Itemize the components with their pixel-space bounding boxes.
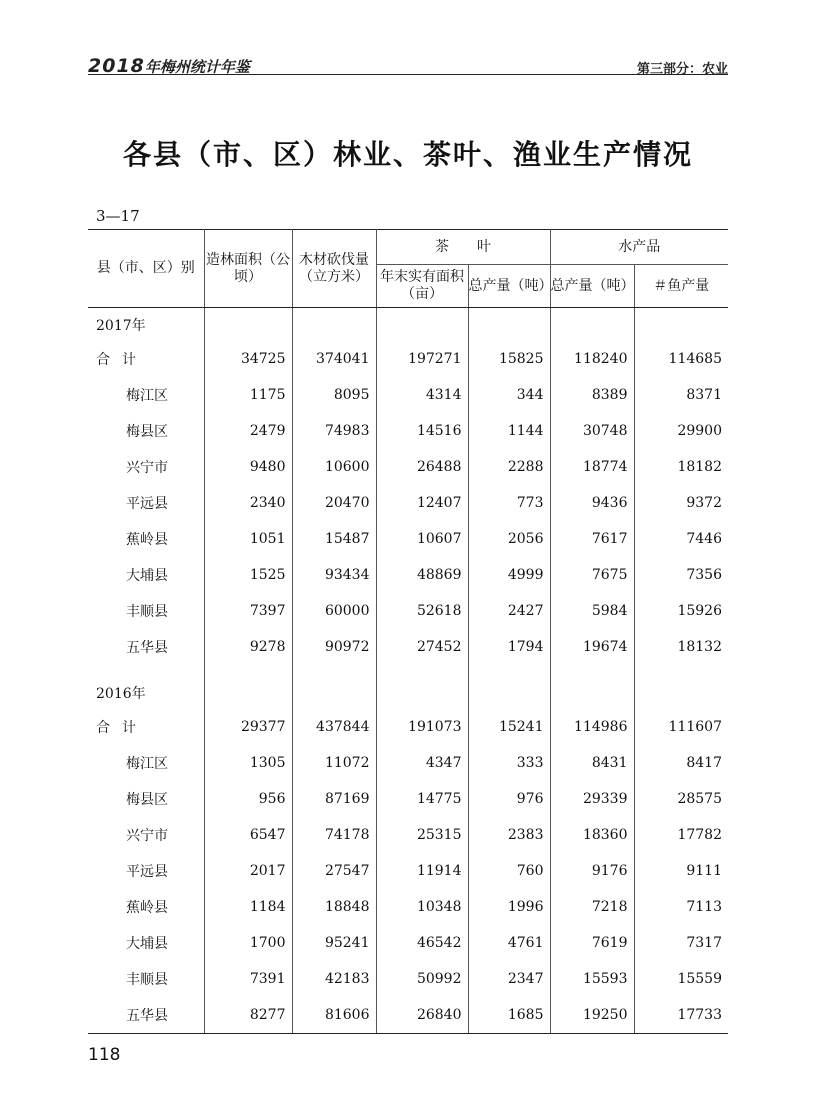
- value-cell: 191073: [376, 709, 468, 745]
- col-header-tea-group: 茶 叶: [376, 230, 550, 265]
- running-header-year: 2018: [88, 55, 145, 77]
- value-cell: 7391: [204, 961, 292, 997]
- value-cell: 34725: [204, 341, 292, 377]
- value-cell: 14775: [376, 781, 468, 817]
- col-header-tea-area: 年末实有面积（亩）: [376, 265, 468, 308]
- value-cell: 1996: [468, 889, 550, 925]
- year-label: 2017年: [88, 308, 204, 342]
- value-cell: 114685: [668, 351, 722, 367]
- table-row: [88, 781, 728, 817]
- total-label: 合计: [88, 341, 204, 377]
- value-cell: 9372: [686, 495, 722, 511]
- value-cell: 1305: [204, 745, 292, 781]
- value-cell: 2383: [468, 817, 550, 853]
- value-cell: 18182: [677, 459, 722, 475]
- value-cell: 1794: [468, 629, 550, 665]
- table-row: [88, 557, 728, 593]
- value-cell: 10600: [292, 449, 376, 485]
- value-cell: 11914: [376, 853, 468, 889]
- value-cell: 18774: [550, 449, 634, 485]
- empty-cell: [376, 676, 468, 709]
- total-label: 合计: [88, 709, 204, 745]
- value-cell: 9480: [204, 449, 292, 485]
- table-row: [88, 485, 728, 521]
- value-cell: 20470: [292, 485, 376, 521]
- table-row: [88, 449, 728, 485]
- table-row: [88, 817, 728, 853]
- empty-cell: [634, 308, 728, 342]
- value-cell: 95241: [292, 925, 376, 961]
- col-header-afforest: 造林面积（公顷）: [204, 230, 292, 308]
- table-number: 3—17: [96, 207, 140, 225]
- value-cell: 29339: [550, 781, 634, 817]
- value-cell: 18132: [677, 639, 722, 655]
- region-name: 兴宁市: [88, 817, 204, 853]
- value-cell: 5984: [550, 593, 634, 629]
- value-cell: 46542: [376, 925, 468, 961]
- value-cell: 19250: [550, 997, 634, 1034]
- value-cell: 4999: [468, 557, 550, 593]
- value-cell: 10348: [376, 889, 468, 925]
- page-number: 118: [88, 1045, 121, 1065]
- value-cell: 27452: [376, 629, 468, 665]
- value-cell: 2340: [204, 485, 292, 521]
- value-cell: 4314: [376, 377, 468, 413]
- value-cell: 29900: [677, 423, 722, 439]
- group-spacer-row: [88, 665, 728, 676]
- value-cell: 10607: [376, 521, 468, 557]
- value-cell: 52618: [376, 593, 468, 629]
- value-cell: 1700: [204, 925, 292, 961]
- value-cell: 15825: [468, 341, 550, 377]
- region-name: 梅县区: [88, 781, 204, 817]
- value-cell: 333: [468, 745, 550, 781]
- empty-cell: [204, 308, 292, 342]
- value-cell: 8417: [686, 755, 722, 771]
- value-cell: 1184: [204, 889, 292, 925]
- value-cell: 81606: [292, 997, 376, 1034]
- table-row: [88, 889, 728, 925]
- value-cell: 7617: [550, 521, 634, 557]
- value-cell: 8277: [204, 997, 292, 1034]
- value-cell: 2056: [468, 521, 550, 557]
- year-label: 2016年: [88, 676, 204, 709]
- value-cell: 7619: [550, 925, 634, 961]
- region-name: 平远县: [88, 853, 204, 889]
- empty-cell: [468, 676, 550, 709]
- spacer-cell: [550, 665, 634, 676]
- value-cell: 90972: [292, 629, 376, 665]
- value-cell: 29377: [204, 709, 292, 745]
- region-name: 丰顺县: [88, 961, 204, 997]
- table-row: [88, 853, 728, 889]
- running-header-book: 年梅州统计年鉴: [144, 58, 250, 76]
- value-cell: 14516: [376, 413, 468, 449]
- value-cell: 8389: [550, 377, 634, 413]
- value-cell: 15559: [677, 971, 722, 987]
- value-cell: 374041: [292, 341, 376, 377]
- value-cell: 7446: [686, 531, 722, 547]
- running-header-section: 第三部分：农业: [636, 62, 728, 77]
- year-group-row: [88, 308, 728, 342]
- value-cell: 18360: [550, 817, 634, 853]
- value-cell: 12407: [376, 485, 468, 521]
- value-cell: 197271: [376, 341, 468, 377]
- empty-cell: [634, 676, 728, 709]
- region-name: 梅县区: [88, 413, 204, 449]
- value-cell: 9111: [686, 863, 722, 879]
- value-cell: 26488: [376, 449, 468, 485]
- region-name: 梅江区: [88, 377, 204, 413]
- value-cell: 87169: [292, 781, 376, 817]
- region-name: 大埔县: [88, 925, 204, 961]
- spacer-cell: [634, 665, 728, 676]
- value-cell: 8371: [686, 387, 722, 403]
- value-cell: 2427: [468, 593, 550, 629]
- value-cell: 26840: [376, 997, 468, 1034]
- value-cell: 27547: [292, 853, 376, 889]
- value-cell: 2347: [468, 961, 550, 997]
- value-cell: 19674: [550, 629, 634, 665]
- value-cell: 7113: [686, 899, 722, 915]
- value-cell: 2017: [204, 853, 292, 889]
- value-cell: 2479: [204, 413, 292, 449]
- value-cell: 48869: [376, 557, 468, 593]
- value-cell: 17782: [677, 827, 722, 843]
- value-cell: 7218: [550, 889, 634, 925]
- value-cell: 9176: [550, 853, 634, 889]
- empty-cell: [550, 676, 634, 709]
- region-name: 五华县: [88, 629, 204, 665]
- value-cell: 1051: [204, 521, 292, 557]
- value-cell: 15241: [468, 709, 550, 745]
- value-cell: 30748: [550, 413, 634, 449]
- value-cell: 1144: [468, 413, 550, 449]
- value-cell: 7397: [204, 593, 292, 629]
- region-name: 五华县: [88, 997, 204, 1034]
- value-cell: 4761: [468, 925, 550, 961]
- value-cell: 15487: [292, 521, 376, 557]
- value-cell: 17733: [634, 997, 728, 1034]
- value-cell: 4347: [376, 745, 468, 781]
- col-header-timber: 木材砍伐量（立方米）: [292, 230, 376, 308]
- value-cell: 344: [468, 377, 550, 413]
- table-row: [88, 925, 728, 961]
- value-cell: 28575: [677, 791, 722, 807]
- empty-cell: [376, 308, 468, 342]
- table-row: [88, 745, 728, 781]
- region-name: 蕉岭县: [88, 889, 204, 925]
- value-cell: 7356: [686, 567, 722, 583]
- empty-cell: [468, 308, 550, 342]
- table-row: [88, 377, 728, 413]
- table-body: [88, 308, 728, 1034]
- region-name: 平远县: [88, 485, 204, 521]
- table-row: [88, 629, 728, 665]
- value-cell: 8431: [550, 745, 634, 781]
- value-cell: 11072: [292, 745, 376, 781]
- col-header-region: 县（市、区）别: [88, 230, 204, 308]
- value-cell: 773: [468, 485, 550, 521]
- value-cell: 1525: [204, 557, 292, 593]
- empty-cell: [292, 676, 376, 709]
- value-cell: 9436: [550, 485, 634, 521]
- value-cell: 976: [468, 781, 550, 817]
- page-title: 各县（市、区）林业、茶叶、渔业生产情况: [122, 138, 693, 171]
- table-row: [88, 521, 728, 557]
- empty-cell: [292, 308, 376, 342]
- value-cell: 760: [468, 853, 550, 889]
- value-cell: 15593: [550, 961, 634, 997]
- spacer-cell: [376, 665, 468, 676]
- table-row: [88, 593, 728, 629]
- value-cell: 1685: [468, 997, 550, 1034]
- value-cell: 74178: [292, 817, 376, 853]
- spacer-cell: [292, 665, 376, 676]
- col-header-tea-output: 总产量（吨）: [468, 265, 550, 308]
- value-cell: 60000: [292, 593, 376, 629]
- table-row: [88, 961, 728, 997]
- header-rule: [88, 74, 728, 75]
- col-header-aquatic-group: 水产品: [550, 230, 728, 265]
- value-cell: 7675: [550, 557, 634, 593]
- region-name: 蕉岭县: [88, 521, 204, 557]
- empty-cell: [204, 676, 292, 709]
- table-row: [88, 997, 728, 1034]
- spacer-cell: [468, 665, 550, 676]
- value-cell: 7317: [686, 935, 722, 951]
- col-header-fish-output: ＃鱼产量: [634, 265, 728, 308]
- value-cell: 9278: [204, 629, 292, 665]
- value-cell: 42183: [292, 961, 376, 997]
- value-cell: 2288: [468, 449, 550, 485]
- year-group-row: [88, 676, 728, 709]
- spacer-cell: [88, 665, 204, 676]
- value-cell: 93434: [292, 557, 376, 593]
- value-cell: 6547: [204, 817, 292, 853]
- value-cell: 18848: [292, 889, 376, 925]
- value-cell: 50992: [376, 961, 468, 997]
- value-cell: 74983: [292, 413, 376, 449]
- value-cell: 437844: [292, 709, 376, 745]
- value-cell: 1175: [204, 377, 292, 413]
- region-name: 梅江区: [88, 745, 204, 781]
- spacer-cell: [204, 665, 292, 676]
- value-cell: 956: [204, 781, 292, 817]
- value-cell: 111607: [668, 719, 722, 735]
- empty-cell: [550, 308, 634, 342]
- table-row: [88, 413, 728, 449]
- total-row: [88, 341, 728, 377]
- region-name: 兴宁市: [88, 449, 204, 485]
- value-cell: 15926: [677, 603, 722, 619]
- region-name: 丰顺县: [88, 593, 204, 629]
- value-cell: 25315: [376, 817, 468, 853]
- col-header-aquatic-output: 总产量（吨）: [550, 265, 634, 308]
- statistics-table: [88, 229, 728, 1034]
- region-name: 大埔县: [88, 557, 204, 593]
- value-cell: 118240: [550, 341, 634, 377]
- total-row: [88, 709, 728, 745]
- value-cell: 8095: [292, 377, 376, 413]
- value-cell: 114986: [550, 709, 634, 745]
